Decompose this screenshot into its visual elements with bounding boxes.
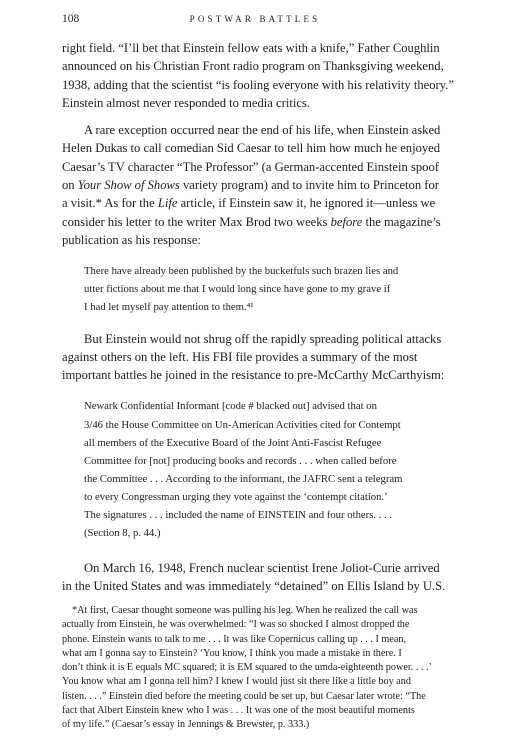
block-quote-fbi-report [62,397,442,542]
quote-line: I had let myself pay attention to them.⁴¹ [84,301,254,314]
quote-line: Newark Confidential Informant [code # blacked out] advised that on [84,400,377,413]
text-line: But Einstein would not shrug off the rapidly spreading political attacks [84,331,442,346]
paragraph-joliot-curie [62,559,446,596]
footnote-line: fact that Albert Einstein knew who I was . . . It was one of the most beautiful moments [62,705,415,717]
paragraph-caesar [62,121,442,249]
paragraph-fbi-file [62,330,445,385]
quote-line: There have already been published by the bucketfuls such brazen lies and [84,265,399,278]
quote-line: The signatures . . . included the name of EINSTEIN and four others. . . . [84,509,393,521]
footnote-line: what am I gonna say to Einstein? ‘You know, I think you made a mistake in there. I [62,647,402,659]
text-line: announced on his Christian Front radio program on Thanksgiving weekend, [62,59,444,74]
running-head [62,13,448,29]
text-line: A rare exception occurred near the end of his life, when Einstein asked [84,123,441,138]
quote-line: 3/46 the House Committee on Un-American Activities cited for Contempt [84,418,401,431]
footnote-line: phone. Einstein wants to talk to me . . . It was like Copernicus calling up . . . I mean, [62,633,407,645]
paragraph-coughlin [62,39,454,112]
text-line: Einstein almost never responded to media critics. [62,95,310,110]
running-head-title: POSTWAR BATTLES [189,14,321,24]
quote-line: Committee for [not] producing books and records . . . when called before [84,454,397,467]
text-line: a visit.* As for the Life article, if Einstein saw it, he ignored it—unless we [62,196,436,211]
text-line: on Your Show of Shows variety program) and to invite him to Princeton for [62,178,439,193]
footnote-line: *At first, Caesar thought someone was pulling his leg. When he realized the call was [72,605,418,616]
footnote-line: of my life.” (Caesar’s essay in Jennings & Brewster, p. 333.) [62,719,310,731]
footnote-line: listen. . . .” Einstein died before the meeting could be set up, but Caesar later wrote: “The [62,690,426,702]
text-line: Helen Dukas to call comedian Sid Caesar to tell him how much he enjoyed [62,141,441,156]
text-line: publication as his response: [62,232,201,247]
footnote-area [62,604,442,733]
text-line: important battles he joined in the resistance to pre-McCarthy McCarthyism: [62,368,445,383]
text-line: 1938, adding that the scientist “is fooling everyone with his relativity theory.” [62,77,454,92]
text-line: right field. “I’ll bet that Einstein fellow eats with a knife,” Father Coughlin [62,41,440,55]
footnote-line: don’t think it is E equals MC squared; it is EM squared to the umda-eighteenth power. . . .’ [62,662,432,674]
body-text [62,39,454,596]
text-line: On March 16, 1948, French nuclear scientist Irene Joliot-Curie arrived [84,561,440,576]
footnote-line: You know what am I gonna tell him? I knew I would just sit there like a little boy and [62,676,411,688]
text-line: in the United States and was immediately “detained” on Ellis Island by U.S. [62,579,446,594]
quote-line: all members of the Executive Board of the Joint Anti-Fascist Refugee [84,436,382,449]
quote-line: utter fictions about me that I would long since have gone to my grave if [84,283,391,296]
quote-line: (Section 8, p. 44.) [84,527,161,540]
page-number: 108 [62,13,80,25]
quote-line: to every Congressman urging they vote against the ‘contempt citation.’ [84,490,388,503]
text-line: consider his letter to the writer Max Brod two weeks before the magazine’s [62,214,441,229]
footnote-line: actually from Einstein, he was overwhelmed: “I was so shocked I almost dropped the [62,619,410,631]
text-line: Caesar’s TV character “The Professor” (a German-accented Einstein spoof [62,159,439,174]
block-quote-brod-letter [62,262,442,316]
quote-line: the Committee . . . According to the informant, the JAFRC sent a telegram [84,472,403,485]
text-line: against others on the left. His FBI file provides a summary of the most [62,349,418,364]
footnote-caesar [62,604,442,733]
